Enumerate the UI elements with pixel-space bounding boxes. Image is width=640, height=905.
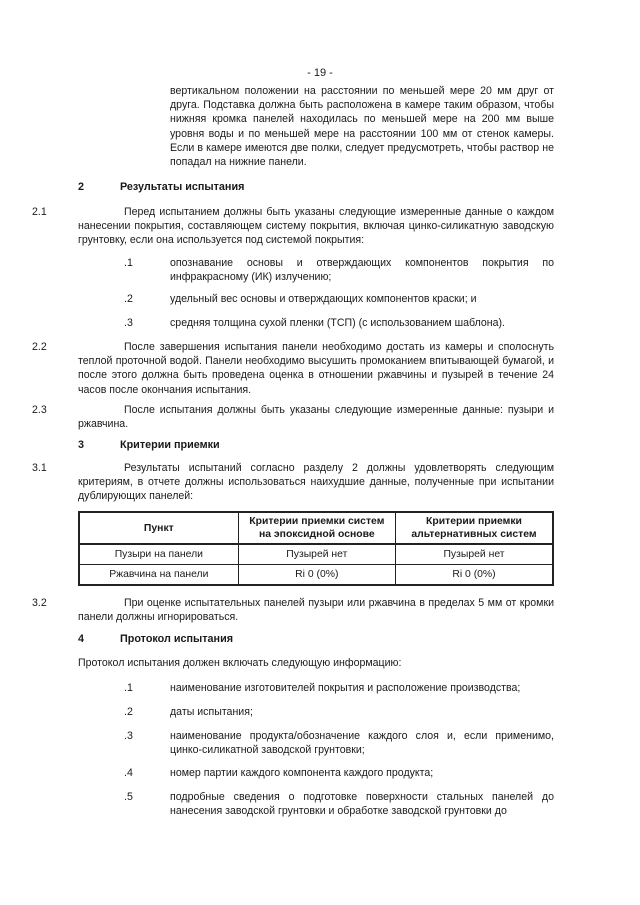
- item-text: подробные сведения о подготовке поверхности стальных панелей до нанесения заводской грунтовки и обработке заводской грунтовки до: [170, 791, 554, 818]
- table-header-cell: Критерии приемки систем на эпоксидной основе: [238, 512, 395, 544]
- table-cell: Пузырей нет: [238, 544, 395, 565]
- item-number: .3: [124, 317, 133, 329]
- paragraph-2-1: [32, 205, 554, 248]
- paragraph-number: 2.3: [32, 404, 47, 416]
- item-number: .5: [124, 791, 133, 803]
- item-text: номер партии каждого компонента каждого продукта;: [170, 767, 434, 779]
- paragraph-text: Результаты испытаний согласно разделу 2 должны удовлетворять следующим критериям, в отчете должны использоваться наихудшие данные, полученные при испытании дублирующих панелей:: [78, 462, 554, 503]
- table-header-cell: Пункт: [79, 512, 238, 544]
- acceptance-criteria-table: [78, 511, 554, 586]
- paragraph-number: 3.1: [32, 462, 47, 474]
- section-number: 2: [78, 181, 85, 193]
- paragraph-number: 3.2: [32, 597, 47, 609]
- item-number: .1: [124, 257, 133, 269]
- section-title: Результаты испытания: [120, 181, 245, 193]
- paragraph-2-2: [32, 340, 554, 397]
- item-text: опознавание основы и отверждающих компонентов покрытия по инфракрасному (ИК) излучению;: [170, 257, 554, 284]
- item-number: .2: [124, 706, 133, 718]
- table-header-cell: Критерии приемки альтернативных систем: [395, 512, 553, 544]
- item-number: .2: [124, 293, 133, 305]
- item-text: даты испытания;: [170, 706, 253, 718]
- paragraph-text: После испытания должны быть указаны следующие измеренные данные: пузыри и ржавчина.: [78, 404, 554, 431]
- paragraph-number: 2.2: [32, 341, 47, 353]
- section-number: 3: [78, 439, 85, 451]
- paragraph-text: Перед испытанием должны быть указаны следующие измеренные данные о каждом нанесении покрытия, составляющем систему покрытия, включая цинко-силикатную заводскую грунтовку, если она используется под системой покрытия:: [78, 206, 554, 247]
- table-cell: Ri 0 (0%): [395, 565, 553, 586]
- paragraph-3-2: [32, 596, 554, 624]
- paragraph-3-1: [32, 461, 554, 504]
- table-cell: Ржавчина на панели: [79, 565, 238, 586]
- page-number: - 19 -: [307, 67, 333, 79]
- paragraph-number: 2.1: [32, 206, 47, 218]
- section-title: Протокол испытания: [120, 633, 234, 645]
- item-number: .3: [124, 730, 133, 742]
- section-title: Критерии приемки: [120, 439, 220, 451]
- table-cell: Ri 0 (0%): [238, 565, 395, 586]
- item-text: наименование изготовителей покрытия и расположение производства;: [170, 682, 521, 694]
- item-text: удельный вес основы и отверждающих компонентов краски; и: [170, 293, 477, 305]
- intro-paragraph: вертикальном положении на расстоянии по меньшей мере 20 мм друг от друга. Подставка должна быть расположена в камере таким образом, чтобы нижняя кромка панелей находилась по меньшей мере на 200 мм выше уровня воды и по меньшей мере на расстоянии 100 мм от стенок камеры. Если в камере имеются две полки, следует предусмотреть, чтобы раствор не попадал на нижние панели.: [170, 85, 554, 169]
- table-cell: Пузырей нет: [395, 544, 553, 565]
- section-number: 4: [78, 633, 85, 645]
- item-text: наименование продукта/обозначение каждого слоя и, если применимо, цинко-силикатной заводской грунтовки;: [170, 730, 554, 757]
- table-header-row: [79, 512, 553, 544]
- paragraph-2-3: [32, 403, 554, 431]
- item-number: .4: [124, 767, 133, 779]
- item-text: средняя толщина сухой пленки (ТСП) (с использованием шаблона).: [170, 317, 505, 329]
- item-number: .1: [124, 682, 133, 694]
- table-row: [79, 565, 553, 586]
- table-row: [79, 544, 553, 565]
- table-cell: Пузыри на панели: [79, 544, 238, 565]
- paragraph-text: После завершения испытания панели необходимо достать из камеры и сполоснуть теплой проточной водой. Панели необходимо высушить промоканием впитывающей бумагой, и после этого должна быть проведена оценка в отношении ржавчины и пузырей в течение 24 часов после окончания испытания.: [78, 341, 554, 396]
- paragraph-text: При оценке испытательных панелей пузыри или ржавчина в пределах 5 мм от кромки панели должны игнорироваться.: [78, 597, 554, 624]
- section-4-intro: Протокол испытания должен включать следующую информацию:: [78, 657, 402, 669]
